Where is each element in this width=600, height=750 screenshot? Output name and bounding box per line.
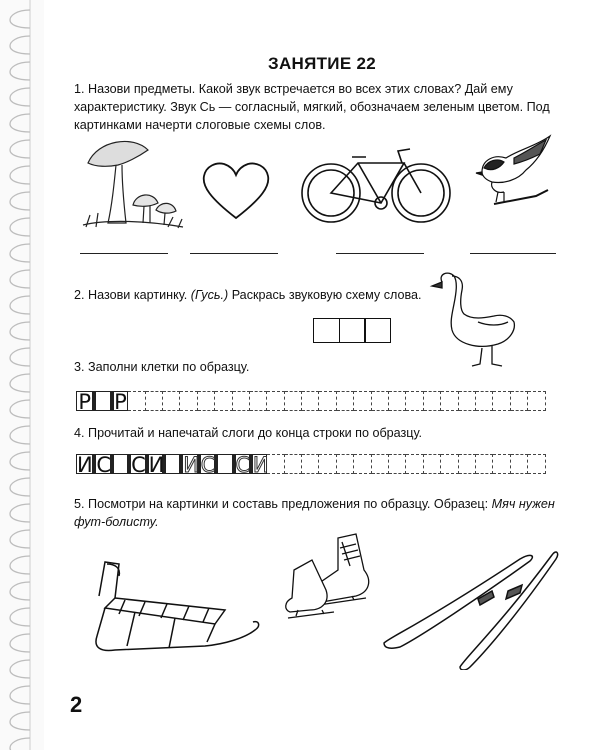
grid-cell[interactable] [476, 454, 493, 474]
grid-cell[interactable] [146, 391, 163, 411]
grid-cell[interactable] [302, 454, 319, 474]
scheme-cell[interactable] [339, 318, 366, 343]
goose-icon [428, 270, 520, 370]
bicycle-icon [296, 145, 458, 225]
answer-line[interactable] [190, 253, 278, 254]
grid-cell[interactable] [198, 391, 215, 411]
skis-icon [380, 545, 560, 670]
grid-cell[interactable] [319, 391, 336, 411]
grid-cell[interactable] [337, 391, 354, 411]
grid-cell[interactable] [163, 454, 180, 474]
grid-cell[interactable]: С [198, 454, 215, 474]
sound-scheme[interactable] [313, 318, 390, 343]
grid-cell[interactable] [493, 454, 510, 474]
grid-cell[interactable] [441, 454, 458, 474]
grid-cell[interactable] [511, 454, 528, 474]
heart-icon [200, 160, 272, 222]
grid-cell[interactable]: Р [76, 391, 93, 411]
grid-cell[interactable] [111, 454, 128, 474]
grid-cell[interactable] [354, 454, 371, 474]
grid-cell[interactable] [163, 391, 180, 411]
grid-cell[interactable]: И [77, 453, 93, 477]
grid-cell[interactable] [406, 454, 423, 474]
task-5-text: 5. Посмотри на картинки и составь предложения по образцу. Образец: Мяч нужен фут-болисту. [74, 497, 555, 529]
grid-cell[interactable] [267, 391, 284, 411]
grid-cell[interactable] [337, 454, 354, 474]
task-1-text: 1. Назови предметы. Какой звук встречается во всех этих словах? Дай ему характеристику. Звук Сь — согласный, мягкий, обозначаем зеленым цветом. Под картинками начерти слоговые схемы слов. [74, 82, 550, 132]
grid-cell[interactable]: И [180, 454, 197, 474]
bird-icon [474, 132, 556, 210]
grid-cell[interactable] [285, 391, 302, 411]
grid-cell[interactable] [424, 454, 441, 474]
task-4-text: 4. Прочитай и напечатай слоги до конца строки по образцу. [74, 426, 423, 440]
grid-cell[interactable] [215, 391, 232, 411]
writing-grid[interactable] [76, 390, 546, 414]
grid-cell[interactable] [128, 391, 145, 411]
grid-cell[interactable]: Р [111, 391, 128, 411]
grid-cell[interactable] [180, 391, 197, 411]
grid-cell[interactable] [406, 391, 423, 411]
answer-line[interactable] [470, 253, 556, 254]
grid-cell[interactable] [389, 391, 406, 411]
grid-cell[interactable]: И [250, 454, 267, 474]
grid-cell[interactable] [459, 391, 476, 411]
writing-grid[interactable] [76, 453, 546, 477]
task-2-text: 2. Назови картинку. (Гусь.) Раскрась звуковую схему слова. [74, 288, 422, 302]
grid-cell[interactable]: С [93, 454, 110, 474]
grid-cell[interactable] [424, 391, 441, 411]
grid-cell[interactable] [372, 391, 389, 411]
grid-cell[interactable] [302, 391, 319, 411]
spiral-binding [0, 0, 44, 750]
grid-cell[interactable] [319, 454, 336, 474]
grid-cell[interactable] [215, 454, 232, 474]
grid-cell[interactable]: С [233, 454, 250, 474]
grid-cell[interactable] [354, 391, 371, 411]
page-number: 2 [70, 692, 83, 717]
grid-cell[interactable] [285, 454, 302, 474]
scheme-cell[interactable] [313, 318, 340, 343]
grid-cell[interactable] [493, 391, 510, 411]
grid-cell[interactable] [476, 391, 493, 411]
skates-icon [282, 530, 382, 630]
page-title: ЗАНЯТИЕ 22 [268, 54, 376, 73]
scheme-cell[interactable] [364, 318, 391, 343]
mushrooms-icon [78, 135, 188, 235]
grid-cell[interactable] [528, 391, 545, 411]
grid-cell[interactable] [93, 391, 110, 411]
grid-cell[interactable]: И [146, 454, 163, 474]
grid-cell[interactable] [372, 454, 389, 474]
grid-cell[interactable] [389, 454, 406, 474]
answer-line[interactable] [80, 253, 168, 254]
grid-cell[interactable] [233, 391, 250, 411]
grid-cell[interactable] [511, 391, 528, 411]
grid-cell[interactable] [267, 454, 284, 474]
answer-line[interactable] [336, 253, 424, 254]
grid-cell[interactable]: С [128, 454, 145, 474]
grid-cell[interactable] [528, 454, 545, 474]
grid-cell[interactable] [459, 454, 476, 474]
grid-cell[interactable] [441, 391, 458, 411]
task-3-text: 3. Заполни клетки по образцу. [74, 360, 250, 374]
sled-icon [75, 556, 265, 658]
grid-cell[interactable] [250, 391, 267, 411]
